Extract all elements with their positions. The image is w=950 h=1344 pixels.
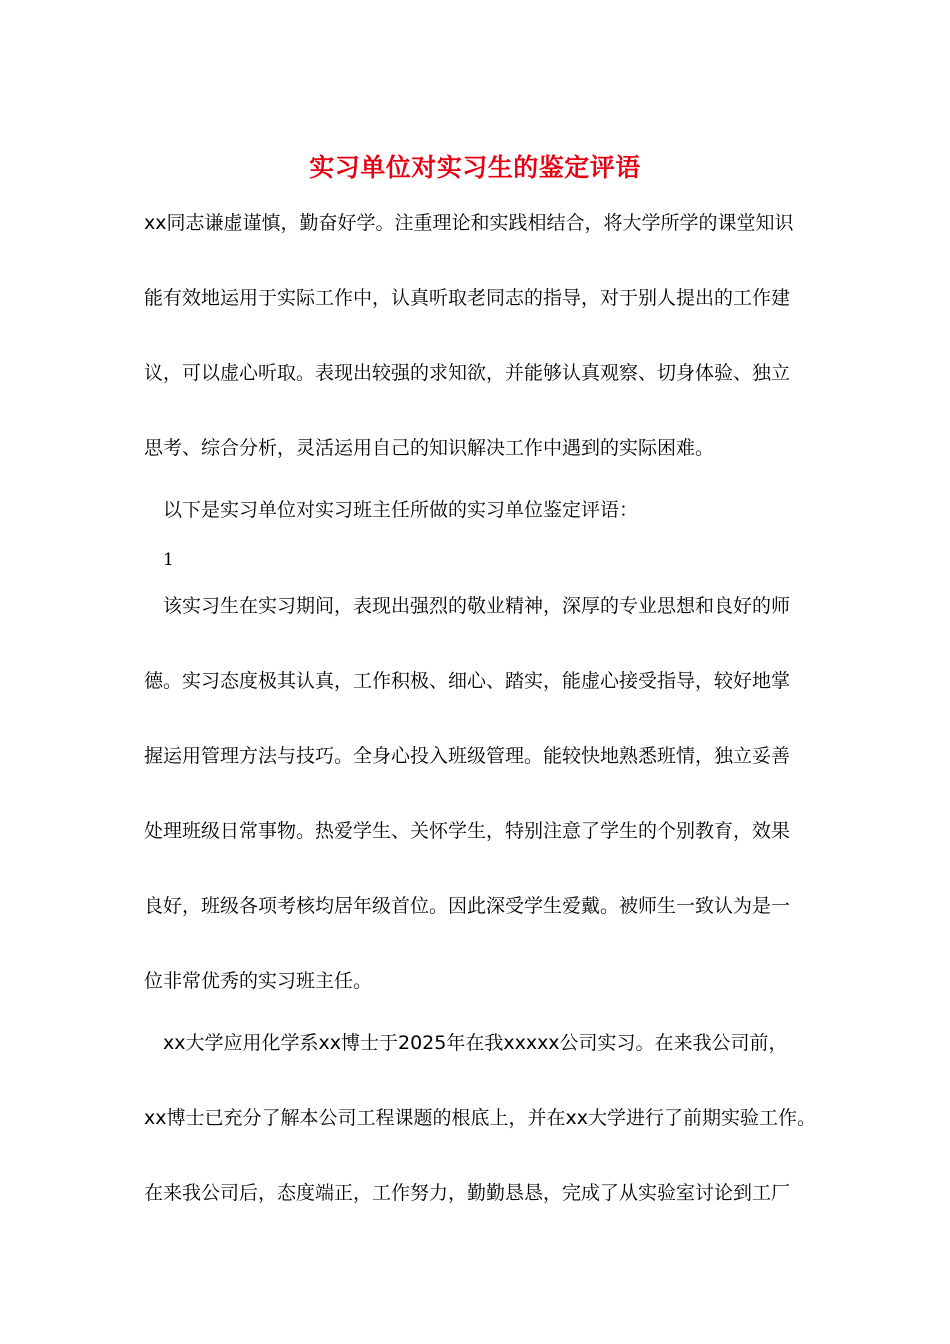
document-title: 实习单位对实习生的鉴定评语	[309, 153, 641, 182]
paragraph-line: 在来我公司后，态度端正，工作努力，勤勤恳恳，完成了从实验室讨论到工厂	[144, 1182, 791, 1204]
paragraph-line: 位非常优秀的实习班主任。	[144, 970, 373, 992]
item-number: 1	[163, 550, 174, 570]
paragraph-line: xx博士已充分了解本公司工程课题的根底上，并在xx大学进行了前期实验工作。	[144, 1107, 816, 1129]
paragraph-line: xx大学应用化学系xx博士于2025年在我xxxxx公司实习。在来我公司前，	[163, 1032, 788, 1054]
paragraph-line: 该实习生在实习期间，表现出强烈的敬业精神，深厚的专业思想和良好的师	[163, 595, 791, 617]
paragraph-line: 握运用管理方法与技巧。全身心投入班级管理。能较快地熟悉班情，独立妥善	[144, 745, 791, 767]
paragraph-line: 德。实习态度极其认真，工作积极、细心、踏实，能虚心接受指导，较好地掌	[144, 670, 791, 692]
paragraph-line: 议，可以虚心听取。表现出较强的求知欲，并能够认真观察、切身体验、独立	[144, 362, 791, 384]
paragraph-line: 处理班级日常事物。热爱学生、关怀学生，特别注意了学生的个别教育，效果	[144, 820, 791, 842]
paragraph-line: xx同志谦虚谨慎，勤奋好学。注重理论和实践相结合，将大学所学的课堂知识	[144, 212, 794, 234]
paragraph-line: 以下是实习单位对实习班主任所做的实习单位鉴定评语：	[163, 499, 639, 521]
paragraph-line: 良好，班级各项考核均居年级首位。因此深受学生爱戴。被师生一致认为是一	[144, 895, 791, 917]
paragraph-line: 思考、综合分析，灵活运用自己的知识解决工作中遇到的实际困难。	[144, 437, 715, 459]
paragraph-line: 能有效地运用于实际工作中，认真听取老同志的指导，对于别人提出的工作建	[144, 287, 791, 309]
